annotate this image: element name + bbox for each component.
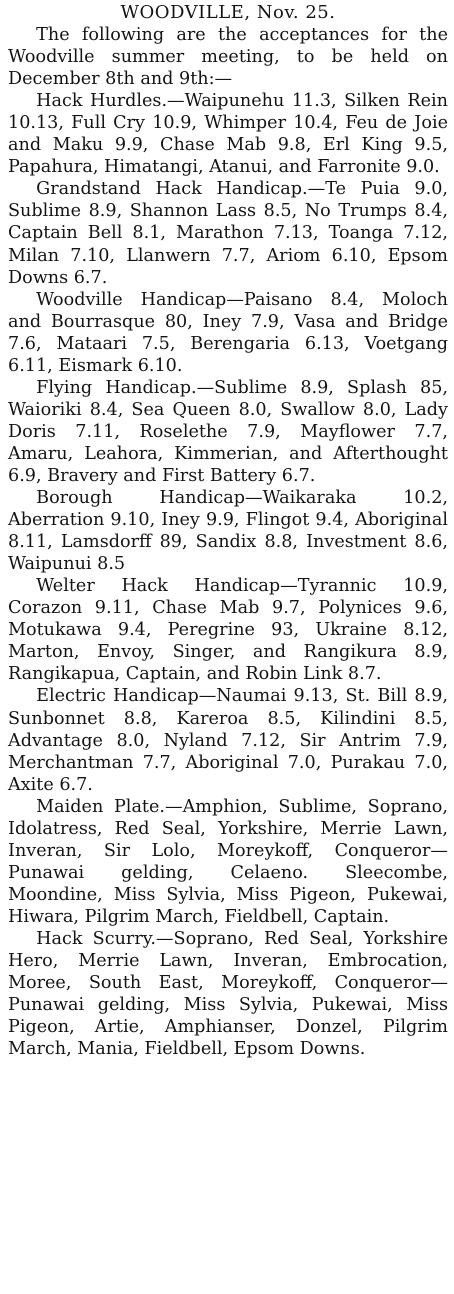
race-hack-hurdles: Hack Hurdles.—Waipunehu 11.3, Silken Rein 10.13, Full Cry 10.9, Whimper 10.4, Feu de Joie and Maku 9.9, Chase Mab 9.8, Erl King 9.5, Papahura, Himatangi, Atanui, and Farronite 9.0. [8,91,448,178]
race-maiden-plate: Maiden Plate.—Amphion, Sublime, Soprano, Idolatress, Red Seal, Yorkshire, Merrie Lawn, Inveran, Sir Lolo, Moreykoff, Conqueror—Punawai gelding, Celaeno. Sleecombe, Moondine, Miss Sylvia, Miss Pigeon, Pukewai, Hiwara, Pilgrim March, Fieldbell, Captain. [8,796,448,927]
race-electric-handicap: Electric Handicap—Naumai 9.13, St. Bill 8.9, Sunbonnet 8.8, Kareroa 8.5, Kilindini 8.5, Advantage 8.0, Nyland 7.12, Sir Antrim 7.9, Merchantman 7.7, Aboriginal 7.0, Purakau 7.0, Axite 6.7. [8,686,448,795]
race-borough-handicap: Borough Handicap—Waikaraka 10.2, Aberration 9.10, Iney 9.9, Flingot 9.4, Aboriginal 8.11, Lamsdorff 89, Sandix 8.8, Investment 8.6, Waipunui 8.5 [8,488,448,575]
race-hack-scurry: Hack Scurry.—Soprano, Red Seal, Yorkshire Hero, Merrie Lawn, Inveran, Embrocation, Moree, South East, Moreykoff, Conqueror—Punawai gelding, Miss Sylvia, Pukewai, Miss Pigeon, Artie, Amphianser, Donzel, Pilgrim March, Mania, Fieldbell, Epsom Downs. [8,928,448,1060]
dateline: WOODVILLE, Nov. 25. [120,2,336,23]
race-woodville-handicap: Woodville Handicap—Paisano 8.4, Moloch and Bourrasque 80, Iney 7.9, Vasa and Bridge 7.6, Mataari 7.5, Berengaria 6.13, Voetgang 6.11, Eismark 6.10. [8,289,448,376]
race-flying-handicap: Flying Handicap.—Sublime 8.9, Splash 85, Waioriki 8.4, Sea Queen 8.0, Swallow 8.0, Lady Doris 7.11, Roselethe 7.9, Mayflower 7.7, Amaru, Leahora, Kimmerian, and Afterthought 6.9, Bravery and First Battery 6.7. [8,377,448,486]
race-welter-hack-handicap: Welter Hack Handicap—Tyrannic 10.9, Corazon 9.11, Chase Mab 9.7, Polynices 9.6, Motukawa 9.4, Peregrine 93, Ukraine 8.12, Marton, Envoy, Singer, and Rangikura 8.9, Rangikapua, Captain, and Robin Link 8.7. [8,576,448,685]
race-grandstand-hack-handicap: Grandstand Hack Handicap.—Te Puia 9.0, Sublime 8.9, Shannon Lass 8.5, No Trumps 8.4, Captain Bell 8.1, Marathon 7.13, Toanga 7.12, Milan 7.10, Llanwern 7.7, Ariom 6.10, Epsom Downs 6.7. [8,179,448,288]
intro-paragraph: The following are the acceptances for the Woodville summer meeting, to be held on December 8th and 9th:— [8,25,448,90]
